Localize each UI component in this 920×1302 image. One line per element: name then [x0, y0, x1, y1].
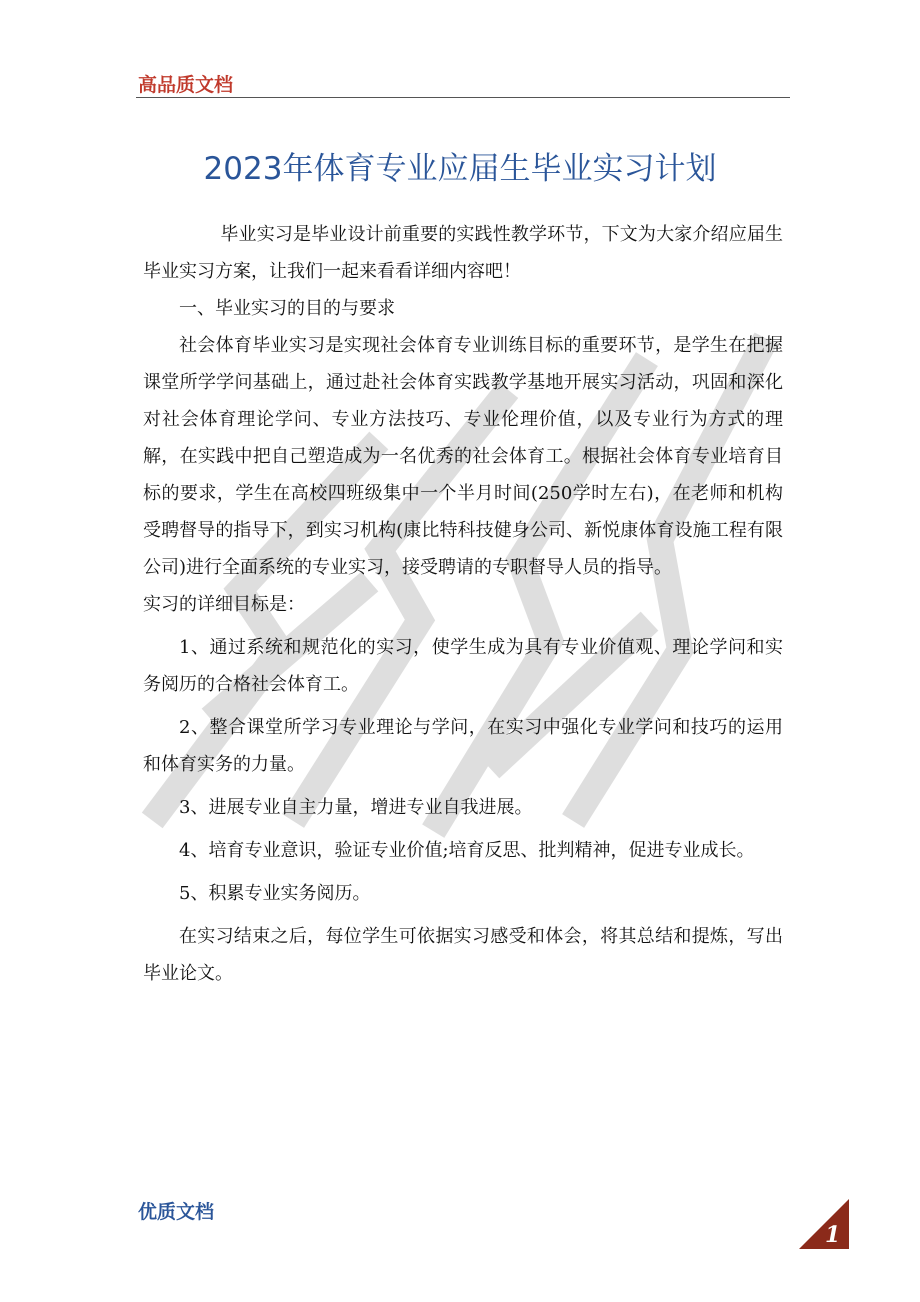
- document-title: 2023年体育专业应届生毕业实习计划: [203, 151, 717, 187]
- document-body: [143, 216, 783, 992]
- goal-item-1: 1、通过系统和规范化的实习，使学生成为具有专业价值观、理论学问和实务阅历的合格社会体育工。: [143, 637, 783, 695]
- page-number: 1: [825, 1222, 841, 1248]
- page-number-badge: [799, 1199, 849, 1249]
- header-divider: [136, 97, 790, 98]
- section-heading: 一、毕业实习的目的与要求: [179, 298, 395, 319]
- body-paragraph: 社会体育毕业实习是实现社会体育专业训练目标的重要环节，是学生在把握课堂所学学问基础上，通过赴社会体育实践教学基地开展实习活动，巩固和深化对社会体育理论学问、专业方法技巧、专业伦理价值，以及专业行为方式的理解，在实践中把自己塑造成为一名优秀的社会体育工。根据社会体育专业培育目标的要求，学生在高校四班级集中一个半月时间(250学时左右)，在老师和机构受聘督导的指导下，到实习机构(康比特科技健身公司、新悦康体育设施工程有限公司)进行全面系统的专业实习，接受聘请的专职督导人员的指导。: [143, 335, 783, 578]
- goal-item-5: 5、积累专业实务阅历。: [179, 883, 371, 904]
- goal-item-3: 3、进展专业自主力量，增进专业自我进展。: [179, 797, 533, 818]
- header-label: 高品质文档: [138, 74, 234, 96]
- intro-paragraph: 毕业实习是毕业设计前重要的实践性教学环节，下文为大家介绍应届生毕业实习方案，让我们一起来看看详细内容吧！: [143, 224, 783, 282]
- goal-item-4: 4、培育专业意识，验证专业价值;培育反思、批判精神，促进专业成长。: [179, 840, 755, 861]
- goals-lead: 实习的详细目标是：: [143, 594, 305, 615]
- goal-item-2: 2、整合课堂所学习专业理论与学问，在实习中强化专业学问和技巧的运用和体育实务的力量。: [143, 717, 783, 775]
- footer-label: 优质文档: [138, 1201, 215, 1223]
- closing-paragraph: 在实习结束之后，每位学生可依据实习感受和体会，将其总结和提炼，写出毕业论文。: [143, 926, 783, 984]
